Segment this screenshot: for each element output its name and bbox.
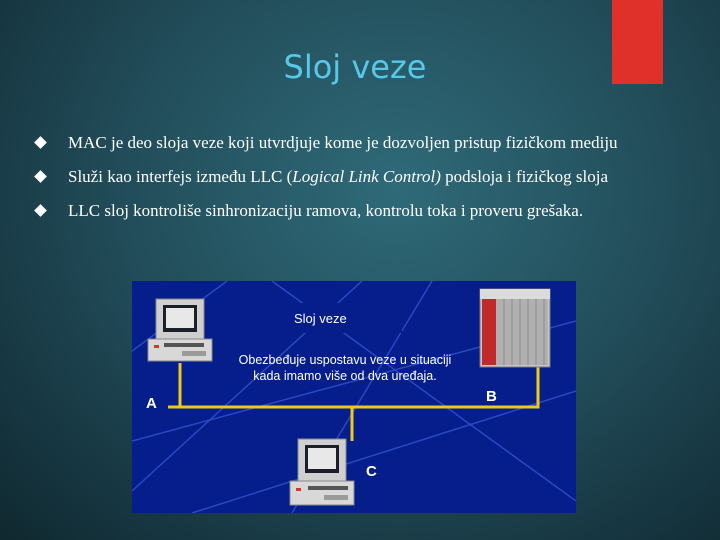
server-b-icon xyxy=(480,289,550,367)
bullet-text-start: Služi kao interfejs između LLC ( xyxy=(68,167,293,186)
diamond-bullet-icon xyxy=(34,170,47,183)
diagram-description: Obezbeđuje uspostavu veze u situaciji kada imamo više od dva uređaja. xyxy=(238,353,452,383)
computer-a-icon xyxy=(148,299,212,361)
diamond-bullet-icon xyxy=(34,136,47,149)
label-c: C xyxy=(366,463,377,480)
diagram-title: Sloj veze xyxy=(294,311,347,326)
diagram-graphic xyxy=(132,281,576,513)
bullet-item xyxy=(34,200,694,222)
bullet-item xyxy=(34,132,694,154)
bullet-text: MAC je deo sloja veze koji utvrdjuje kome je dozvoljen pristup fizičkom mediju xyxy=(68,133,618,152)
label-b: B xyxy=(486,388,497,405)
diamond-bullet-icon xyxy=(34,204,47,217)
bullet-text-end: podsloja i fizičkog sloja xyxy=(440,167,608,186)
bullet-list xyxy=(34,132,694,234)
computer-c-icon xyxy=(290,439,354,505)
label-a: A xyxy=(146,395,157,412)
network-diagram xyxy=(132,281,576,513)
bullet-item xyxy=(34,166,694,188)
slide-title: Sloj veze xyxy=(283,48,427,86)
bullet-text-italic: Logical Link Control) xyxy=(292,167,441,186)
bullet-text: LLC sloj kontroliše sinhronizaciju ramova, kontrolu toka i proveru grešaka. xyxy=(68,201,584,220)
